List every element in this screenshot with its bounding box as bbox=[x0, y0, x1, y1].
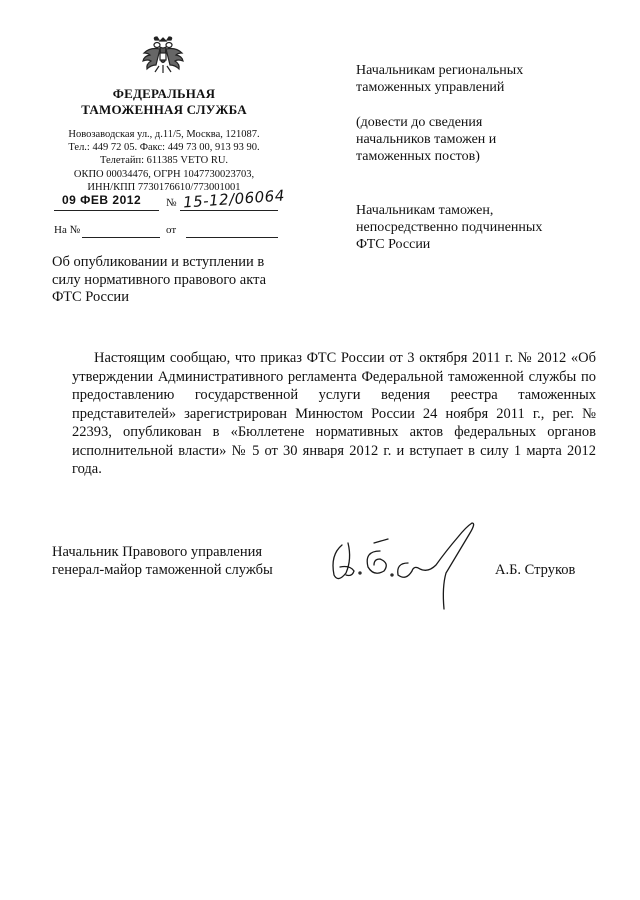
addressee-regional bbox=[356, 62, 596, 96]
letter-subject bbox=[52, 254, 292, 307]
number-label: № bbox=[166, 197, 177, 209]
reply-from-label: от bbox=[166, 224, 177, 236]
state-emblem-icon bbox=[140, 32, 186, 78]
reply-number-underline bbox=[82, 237, 160, 238]
handwritten-signature-icon bbox=[322, 515, 492, 615]
addressee-customs bbox=[356, 202, 596, 253]
addressee-note-line: начальников таможен и bbox=[356, 132, 497, 147]
subject-line: ФТС России bbox=[52, 289, 129, 305]
address-line: ИНН/КПП 7730176610/773001001 bbox=[87, 181, 241, 193]
address-line: Новозаводская ул., д.11/5, Москва, 121087. bbox=[68, 129, 260, 140]
address-line: ОКПО 00034476, ОГРН 1047730023703, bbox=[73, 168, 255, 180]
addressee-line: Начальникам таможен, bbox=[356, 203, 494, 218]
addressee-line: ФТС России bbox=[356, 237, 431, 252]
addressee-note bbox=[356, 114, 596, 165]
addressee-note-line: таможенных постов) bbox=[356, 149, 480, 164]
addressee-note-line: (довести до сведения bbox=[356, 115, 483, 130]
addressee-line: непосредственно подчиненных bbox=[356, 220, 543, 235]
org-name-line1: ФЕДЕРАЛЬНАЯ bbox=[112, 86, 216, 101]
date-stamp: 09 ФЕВ 2012 bbox=[62, 193, 142, 207]
signatory-name: А.Б. Струков bbox=[495, 562, 576, 578]
reply-date-underline bbox=[186, 237, 278, 238]
signer-title-line1: Начальник Правового управления bbox=[52, 544, 263, 560]
letter-body-paragraph: Настоящим сообщаю, что приказ ФТС России от 3 октября 2011 г. № 2012 «Об утверждении Административного регламента Федеральной таможенной службы по предоставлению государственной услуги ведения реестра таможенных представителей» зарегистрирован Минюстом России 24 ноября 2011 г., рег. № 22393, опубликован в «Бюллетене нормативных актов федеральных органов исполнительной власти» № 5 от 30 января 2012 г. и вступает в силу 1 марта 2012 года. bbox=[72, 350, 596, 477]
number-underline bbox=[180, 210, 278, 211]
address-line: Тел.: 449 72 05. Факс: 449 73 00, 913 93 90. bbox=[68, 142, 260, 154]
date-underline bbox=[54, 210, 159, 211]
reply-to-label: На № bbox=[54, 224, 81, 236]
outgoing-number: 15-12/06064 bbox=[182, 186, 286, 212]
org-address bbox=[60, 128, 268, 194]
signer-title-line2: генерал-майор таможенной службы bbox=[52, 562, 273, 578]
subject-line: силу нормативного правового акта bbox=[52, 271, 267, 288]
addressee-line: Начальникам региональных bbox=[356, 63, 524, 78]
address-line: Телетайп: 611385 VETO RU. bbox=[99, 155, 229, 167]
subject-line: Об опубликовании и вступлении в bbox=[52, 254, 265, 270]
addressee-line: таможенных управлений bbox=[356, 80, 505, 95]
org-name-line2: ТАМОЖЕННАЯ СЛУЖБА bbox=[81, 102, 247, 117]
